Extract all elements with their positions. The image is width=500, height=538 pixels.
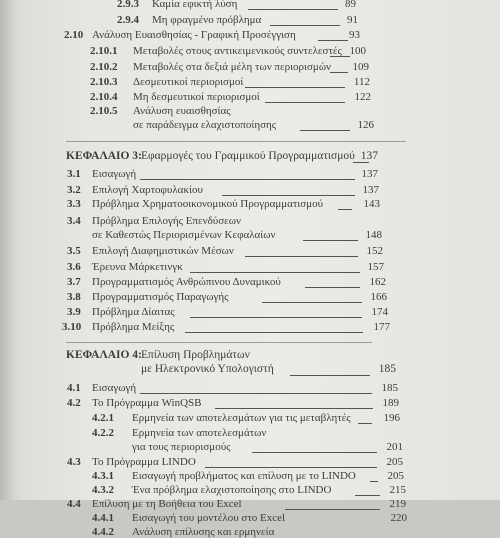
entry-title: Έρευνα Μάρκετινγκ (92, 261, 183, 273)
leader-line (338, 209, 352, 210)
entry-title: Ανάλυση ευαισθησίας (133, 105, 231, 117)
entry-title: Πρόβλημα Χρηματοοικονομικού Προγραμματισμού (92, 198, 324, 210)
entry-title: Πρόβλημα Μείξης (92, 321, 175, 333)
entry-title: Ερμηνεία των αποτελεσμάτων (132, 427, 267, 439)
entry-title: Το Πρόγραμμα LINDO (92, 456, 196, 468)
entry-page: 185 (378, 363, 396, 375)
entry-number: 4.3 (67, 456, 81, 468)
entry-number: 2.10.1 (90, 45, 118, 57)
entry-page: 91 (347, 14, 358, 26)
entry-page: 126 (357, 119, 374, 131)
entry-page: 219 (389, 498, 406, 510)
entry-page: 185 (381, 382, 398, 394)
entry-page: 109 (352, 61, 369, 73)
entry-page: 205 (387, 470, 404, 482)
leader-line (353, 162, 369, 163)
entry-page: 177 (373, 321, 390, 333)
leader-line (355, 495, 380, 496)
entry-number: 4.2.1 (92, 412, 114, 424)
entry-title: Προγραμματισμός Παραγωγής (92, 291, 229, 303)
entry-number: 3.6 (67, 261, 81, 273)
entry-page: 205 (386, 456, 403, 468)
entry-number: 2.10.3 (90, 76, 118, 88)
entry-title: Μεταβολές στα δεξιά μέλη των περιορισμών (133, 61, 332, 73)
entry-title: Εισαγωγή (92, 168, 137, 180)
chapter-label: ΚΕΦΑΛΑΙΟ 3: (66, 150, 142, 162)
leader-line (248, 9, 338, 10)
entry-number: 3.2 (67, 184, 81, 196)
entry-number: 4.4 (67, 498, 81, 510)
entry-title: Μεταβολές στους αντικειμενικούς συντελεστές (133, 45, 342, 57)
section-divider (66, 342, 372, 343)
entry-number: 4.2 (67, 397, 81, 409)
entry-number: 4.3.2 (92, 484, 114, 496)
entry-number: 4.4.2 (92, 526, 114, 538)
entry-page: 137 (362, 184, 379, 196)
leader-line (190, 272, 360, 273)
entry-page: 174 (371, 306, 388, 318)
entry-title: Ανάλυση επίλυσης και ερμηνεία (132, 526, 275, 538)
section-divider (66, 141, 406, 142)
entry-page: 122 (354, 91, 371, 103)
leader-line (370, 481, 378, 482)
leader-line (262, 302, 362, 303)
entry-number: 2.10 (64, 29, 84, 41)
entry-title: Εισαγωγή (92, 382, 137, 394)
entry-page: 196 (383, 412, 400, 424)
entry-page: 112 (353, 76, 370, 88)
leader-line (190, 317, 362, 318)
leader-line (140, 393, 372, 394)
entry-number: 3.3 (67, 198, 81, 210)
entry-title: Επιλογή Χαρτοφυλακίου (92, 184, 203, 196)
entry-number: 3.5 (67, 245, 81, 257)
entry-number: 3.10 (62, 321, 82, 333)
entry-title: Εφαρμογές του Γραμμικού Προγραμματισμού (141, 150, 355, 162)
leader-line (205, 467, 377, 468)
entry-title: Πρόβλημα Επιλογής Επενδύσεων (92, 215, 241, 227)
entry-page: 220 (390, 512, 407, 524)
entry-number: 3.1 (67, 168, 81, 180)
entry-page: 143 (363, 198, 380, 210)
entry-number: 3.4 (67, 215, 81, 227)
entry-number: 2.10.2 (90, 61, 118, 73)
chapter-label: ΚΕΦΑΛΑΙΟ 4: (66, 349, 142, 361)
entry-title: Καμία εφικτή λύση (152, 0, 238, 10)
leader-line (300, 130, 350, 131)
entry-page: 162 (369, 276, 386, 288)
entry-page: 137 (361, 168, 378, 180)
entry-title: Πρόβλημα Δίαιτας (92, 306, 175, 318)
entry-page: 93 (349, 29, 360, 41)
entry-title: Ένα πρόβλημα ελαχιστοποίησης στο LINDO (132, 484, 332, 496)
leader-line (285, 509, 380, 510)
entry-number: 2.9.4 (117, 14, 139, 26)
entry-number: 4.4.1 (92, 512, 114, 524)
entry-page: 215 (389, 484, 406, 496)
entry-page: 157 (367, 261, 384, 273)
entry-page: 137 (360, 150, 378, 162)
leader-line (185, 332, 363, 333)
entry-number: 3.7 (67, 276, 81, 288)
entry-page: 166 (370, 291, 387, 303)
entry-title: σε Καθεστώς Περιορισμένων Κεφαλαίων (92, 229, 276, 241)
leader-line (245, 256, 358, 257)
entry-number: 2.10.4 (90, 91, 118, 103)
entry-title: Μη δεσμευτικοί περιορισμοί (133, 91, 260, 103)
entry-title: με Ηλεκτρονικό Υπολογιστή (141, 363, 274, 375)
entry-number: 3.8 (67, 291, 81, 303)
book-spine-shadow (0, 0, 22, 500)
leader-line (270, 25, 340, 26)
entry-page: 89 (345, 0, 356, 10)
entry-title: Προγραμματισμός Ανθρώπινου Δυναμικού (92, 276, 281, 288)
leader-line (290, 375, 370, 376)
leader-line (245, 87, 345, 88)
entry-page: 100 (349, 45, 366, 57)
entry-number: 4.1 (67, 382, 81, 394)
entry-title: Επίλυση με τη Βοήθεια του Excel (92, 498, 242, 510)
entry-title: για τους περιορισμούς (132, 441, 231, 453)
leader-line (252, 452, 377, 453)
entry-title: Εισαγωγή του μοντέλου στο Excel (132, 512, 286, 524)
entry-title: σε παράδειγμα ελαχιστοποίησης (133, 119, 277, 131)
entry-page: 152 (366, 245, 383, 257)
entry-number: 2.9.3 (117, 0, 139, 10)
entry-title: Δεσμευτικοί περιορισμοί (133, 76, 244, 88)
leader-line (303, 240, 358, 241)
entry-page: 148 (365, 229, 382, 241)
leader-line (222, 195, 355, 196)
leader-line (140, 179, 355, 180)
entry-number: 3.9 (67, 306, 81, 318)
entry-title: Εισαγωγή προβλήματος και επίλυση με το LINDO (132, 470, 356, 482)
entry-title: Το Πρόγραμμα WinQSB (92, 397, 202, 409)
entry-title: Μη φραγμένο πρόβλημα (152, 14, 262, 26)
leader-line (358, 423, 372, 424)
entry-number: 4.2.2 (92, 427, 114, 439)
leader-line (265, 102, 345, 103)
entry-page: 189 (382, 397, 399, 409)
entry-title: Επίλυση Προβλημάτων (141, 349, 250, 361)
entry-title: Ερμηνεία των αποτελεσμάτων για τις μεταβλητές (132, 412, 351, 424)
leader-line (215, 408, 373, 409)
entry-number: 4.3.1 (92, 470, 114, 482)
leader-line (305, 287, 360, 288)
entry-number: 2.10.5 (90, 105, 118, 117)
entry-title: Επιλογή Διαφημιστικών Μέσων (92, 245, 234, 257)
entry-page: 201 (386, 441, 403, 453)
entry-title: Ανάλυση Ευαισθησίας - Γραφική Προσέγγιση (92, 29, 296, 41)
